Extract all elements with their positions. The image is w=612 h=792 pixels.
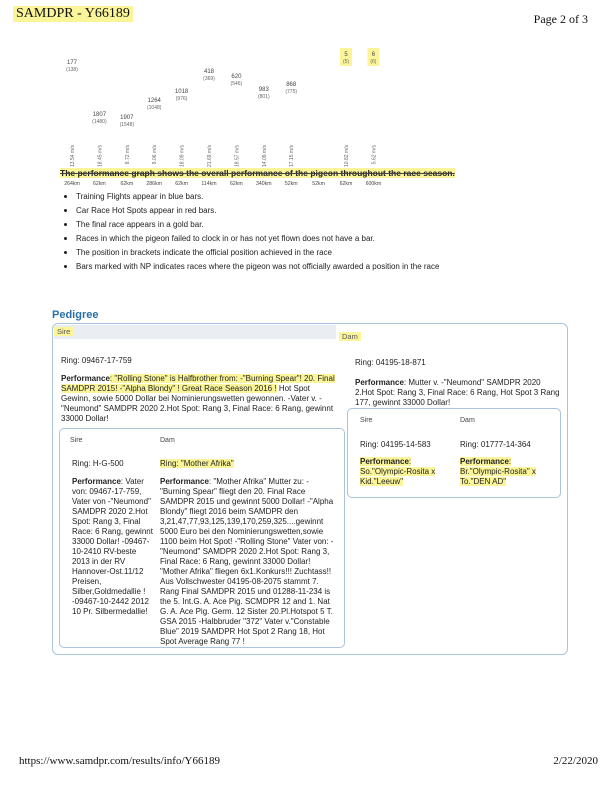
bar-speed-label: 21.69 m/s [207,145,213,167]
bar-position-label: 177 [66,60,78,66]
sire-sire-ring: Ring: H-G-500 [72,459,124,468]
dam-performance-text: : Mutter v. -"Neumond" SAMDPR 2020 2.Hot Spot: Rang 3, Final Race: 6 Rang, Hot Spot 3 Rang 177, gewinnt 33000 Dollar! [355,378,560,407]
dam-dam-ring: Ring: 01777-14-364 [460,440,531,449]
bar-distance-label: 62km [175,181,188,187]
bar-official-position-label: (775) [285,89,298,95]
bar-position-label: 983 [258,87,269,93]
bar-distance-label: 52km [284,181,298,187]
bar-speed-label: 14.09 m/s [261,145,268,167]
legend-item: The final race appears in a gold bar. [64,218,439,232]
bar-position-label: 6 [371,52,376,58]
bar-distance-label: 264km [64,181,80,187]
sire-dam-ring [160,459,338,469]
sire-performance-text: Hot Spot Gewinn, sowie 5000 Dollar bei Nominierungswetten gewonnen. -Vater v. -"Neumond" SAMDPR 2020 2.Hot Spot: Rang 3, Final Race: 6 Rang, gewinnt 33000 Dollar! [61,384,334,423]
sire-dam-header: Dam [160,437,175,444]
bar-distance-label: 340km [256,181,272,187]
legend-item: The position in brackets indicate the official position achieved in the race [64,246,439,260]
bar-official-position-label: (6) [370,59,377,65]
dam-header [339,330,563,344]
bar-official-position-label: (138) [66,67,78,73]
chart-caption-text: The performance graph shows the overall performance of the pigeon throughout the race season. [60,168,455,178]
dam-performance [355,378,561,408]
bar-official-position-label: (801) [257,94,270,100]
bar-speed-label: 8.72 m/s [124,145,131,165]
bar-distance-label: 62km [93,181,106,187]
bar-distance-label: 600km [365,181,382,187]
bar-official-position-label: (1048) [146,105,162,111]
dam-sire-performance [360,457,456,487]
dam-sire-performance-label: Performance [360,457,409,466]
chart-caption [60,168,455,178]
dam-sire-header: Sire [360,417,373,424]
sire-sire-performance-text: : Vater von: 09467-17-759, Vater von -"Neumond" SAMDPR 2020 2.Hot Spot: Rang 3, Final Race: 6 Rang, gewinnt 33000 Dollar! -09467-10-2410 RV-beste 2013 in der RV Hannover-Ost.11/12 Preisen, Silber,Goldmedallie ! -09467-10-2442 2012 10 Pr. Silbermedallie! [72,477,153,616]
bar-speed-label: 5.62 m/s [371,145,378,165]
legend-item: Bars marked with NP indicates races where the pigeon was not officially awarded a position in the race [64,260,439,274]
sire-performance-label: Performance [61,374,110,383]
dam-dam-performance-text: : Br."Olympic-Rosita" x To."DEN AD" [460,457,536,486]
bar-speed-label: 13.54 m/s [70,145,76,167]
bar-position-label: 1018 [174,89,189,95]
bar-official-position-label: (976) [175,96,188,102]
legend-item: Car Race Hot Spots appear in red bars. [64,204,439,218]
dam-sire-performance-text: : So."Olympic-Rosita x Kid."Leeuw" [360,457,436,486]
footer-date: 2/22/2020 [553,755,598,767]
bar-distance-label: 62km [339,181,353,187]
bar-official-position-label: (369) [203,76,215,82]
bar-distance-label: 52km [312,181,325,187]
chart-legend [64,190,439,274]
dam-sire-ring: Ring: 04195-14-583 [360,440,431,449]
bar-official-position-label: (1480) [92,119,107,125]
sire-sire-performance-label: Performance [72,477,121,486]
bar-speed-label: 10.82 m/s [344,145,350,167]
bar-speed-label: 17.15 m/s [289,145,296,167]
sire-dam-performance [160,477,338,647]
dam-dam-header: Dam [460,417,475,424]
bar-position-label: 5 [344,52,348,58]
bar-distance-label: 114km [201,181,217,187]
sire-parents-box [59,428,345,648]
sire-sire-performance [72,477,156,617]
bar-position-label: 868 [286,82,297,88]
pedigree-title: Pedigree [52,309,99,321]
sire-dam-ring-text: Ring: "Mother Afrika" [160,459,234,468]
bar-position-label: 418 [203,69,215,75]
page-number: Page 2 of 3 [533,12,588,26]
pedigree-panel [52,323,568,655]
sire-header-label: Sire [54,327,73,336]
bar-position-label: 620 [231,74,242,80]
bar-distance-label: 62km [230,181,243,187]
bar-position-label: 1807 [92,112,107,118]
bar-position-label: 1264 [147,98,161,104]
bar-speed-label: 18.09 m/s [179,145,186,167]
sire-sire-header: Sire [70,437,83,444]
bar-distance-label: 62km [120,181,134,187]
legend-item: Training Flights appear in blue bars. [64,190,439,204]
bar-speed-label: 18.45 m/s [97,145,104,167]
sire-dam-performance-text: : "Mother Afrika" Mutter zu: -"Burning Spear" fliegt den 20. Final Race SAMDPR 2015 und gewinnt 5000 Dollar! -"Alpha Blondy" fliegt 2016 beim SAMDPR den 3,21,47,77,93,125,139,170,259,325....gewinnt 5000 Euro bei den Nominierungswetten,sowie 1100 beim Hot Spot! -"Rolling Stone" Vater von: -"Neumond" SAMDPR 2020 2.Hot Spot: Rang 3, Final Race: 6 Rang, gewinnt 33000 Dollar! "Mother Afrika" fliegen 6x1.Konkurs!!! Zuchtass!! Aus Vollschwester 04195-08-2075 stammt 7. Rang Final SAMDPR 2015 und 01288-11-234 is the 5. Int.G. A. Ace Pig. SCMDPR 12 and 1. Nat G. A. Ace Pig. Germ. 12 Sister 20.Pl.Hotspot 5 T. GSA 2015 -Halbbruder "372" Vater v."Constable Blue" 2019 SAMDPR Hot Spot 2 Rang 18, Hot Spot Average Rang 77 ! [160,477,334,646]
sire-header [54,325,336,339]
dam-header-label: Dam [339,332,361,341]
dam-dam-performance-label: Performance [460,457,509,466]
dam-ring: Ring: 04195-18-871 [355,358,426,367]
bar-distance-label: 286km [146,181,162,187]
sire-ring: Ring: 09467-17-759 [61,356,132,365]
bar-speed-label: 9.06 m/s [152,145,159,165]
sire-performance-highlight: : "Rolling Stone" is Halfbrother from: -"Burning Spear"! 20. Final SAMDPR 2015! -"Alpha Blondy" ! Great Race Season 2016 ! [61,374,335,393]
dam-parents-box [347,408,561,498]
dam-dam-performance [460,457,556,487]
bar-speed-label: 18.57 m/s [234,145,241,167]
bar-position-label: 1907 [120,115,134,121]
bar-official-position-label: (546) [230,81,243,87]
legend-item: Races in which the pigeon failed to clock in or has not yet flown does not have a bar. [64,232,439,246]
footer-url: https://www.samdpr.com/results/info/Y66189 [19,755,220,767]
document-id: SAMDPR - Y66189 [13,6,133,22]
sire-performance [61,374,339,424]
sire-dam-performance-label: Performance [160,477,209,486]
dam-performance-label: Performance [355,378,404,387]
bar-official-position-label: (1548) [119,122,135,128]
bar-official-position-label: (5) [342,59,350,65]
